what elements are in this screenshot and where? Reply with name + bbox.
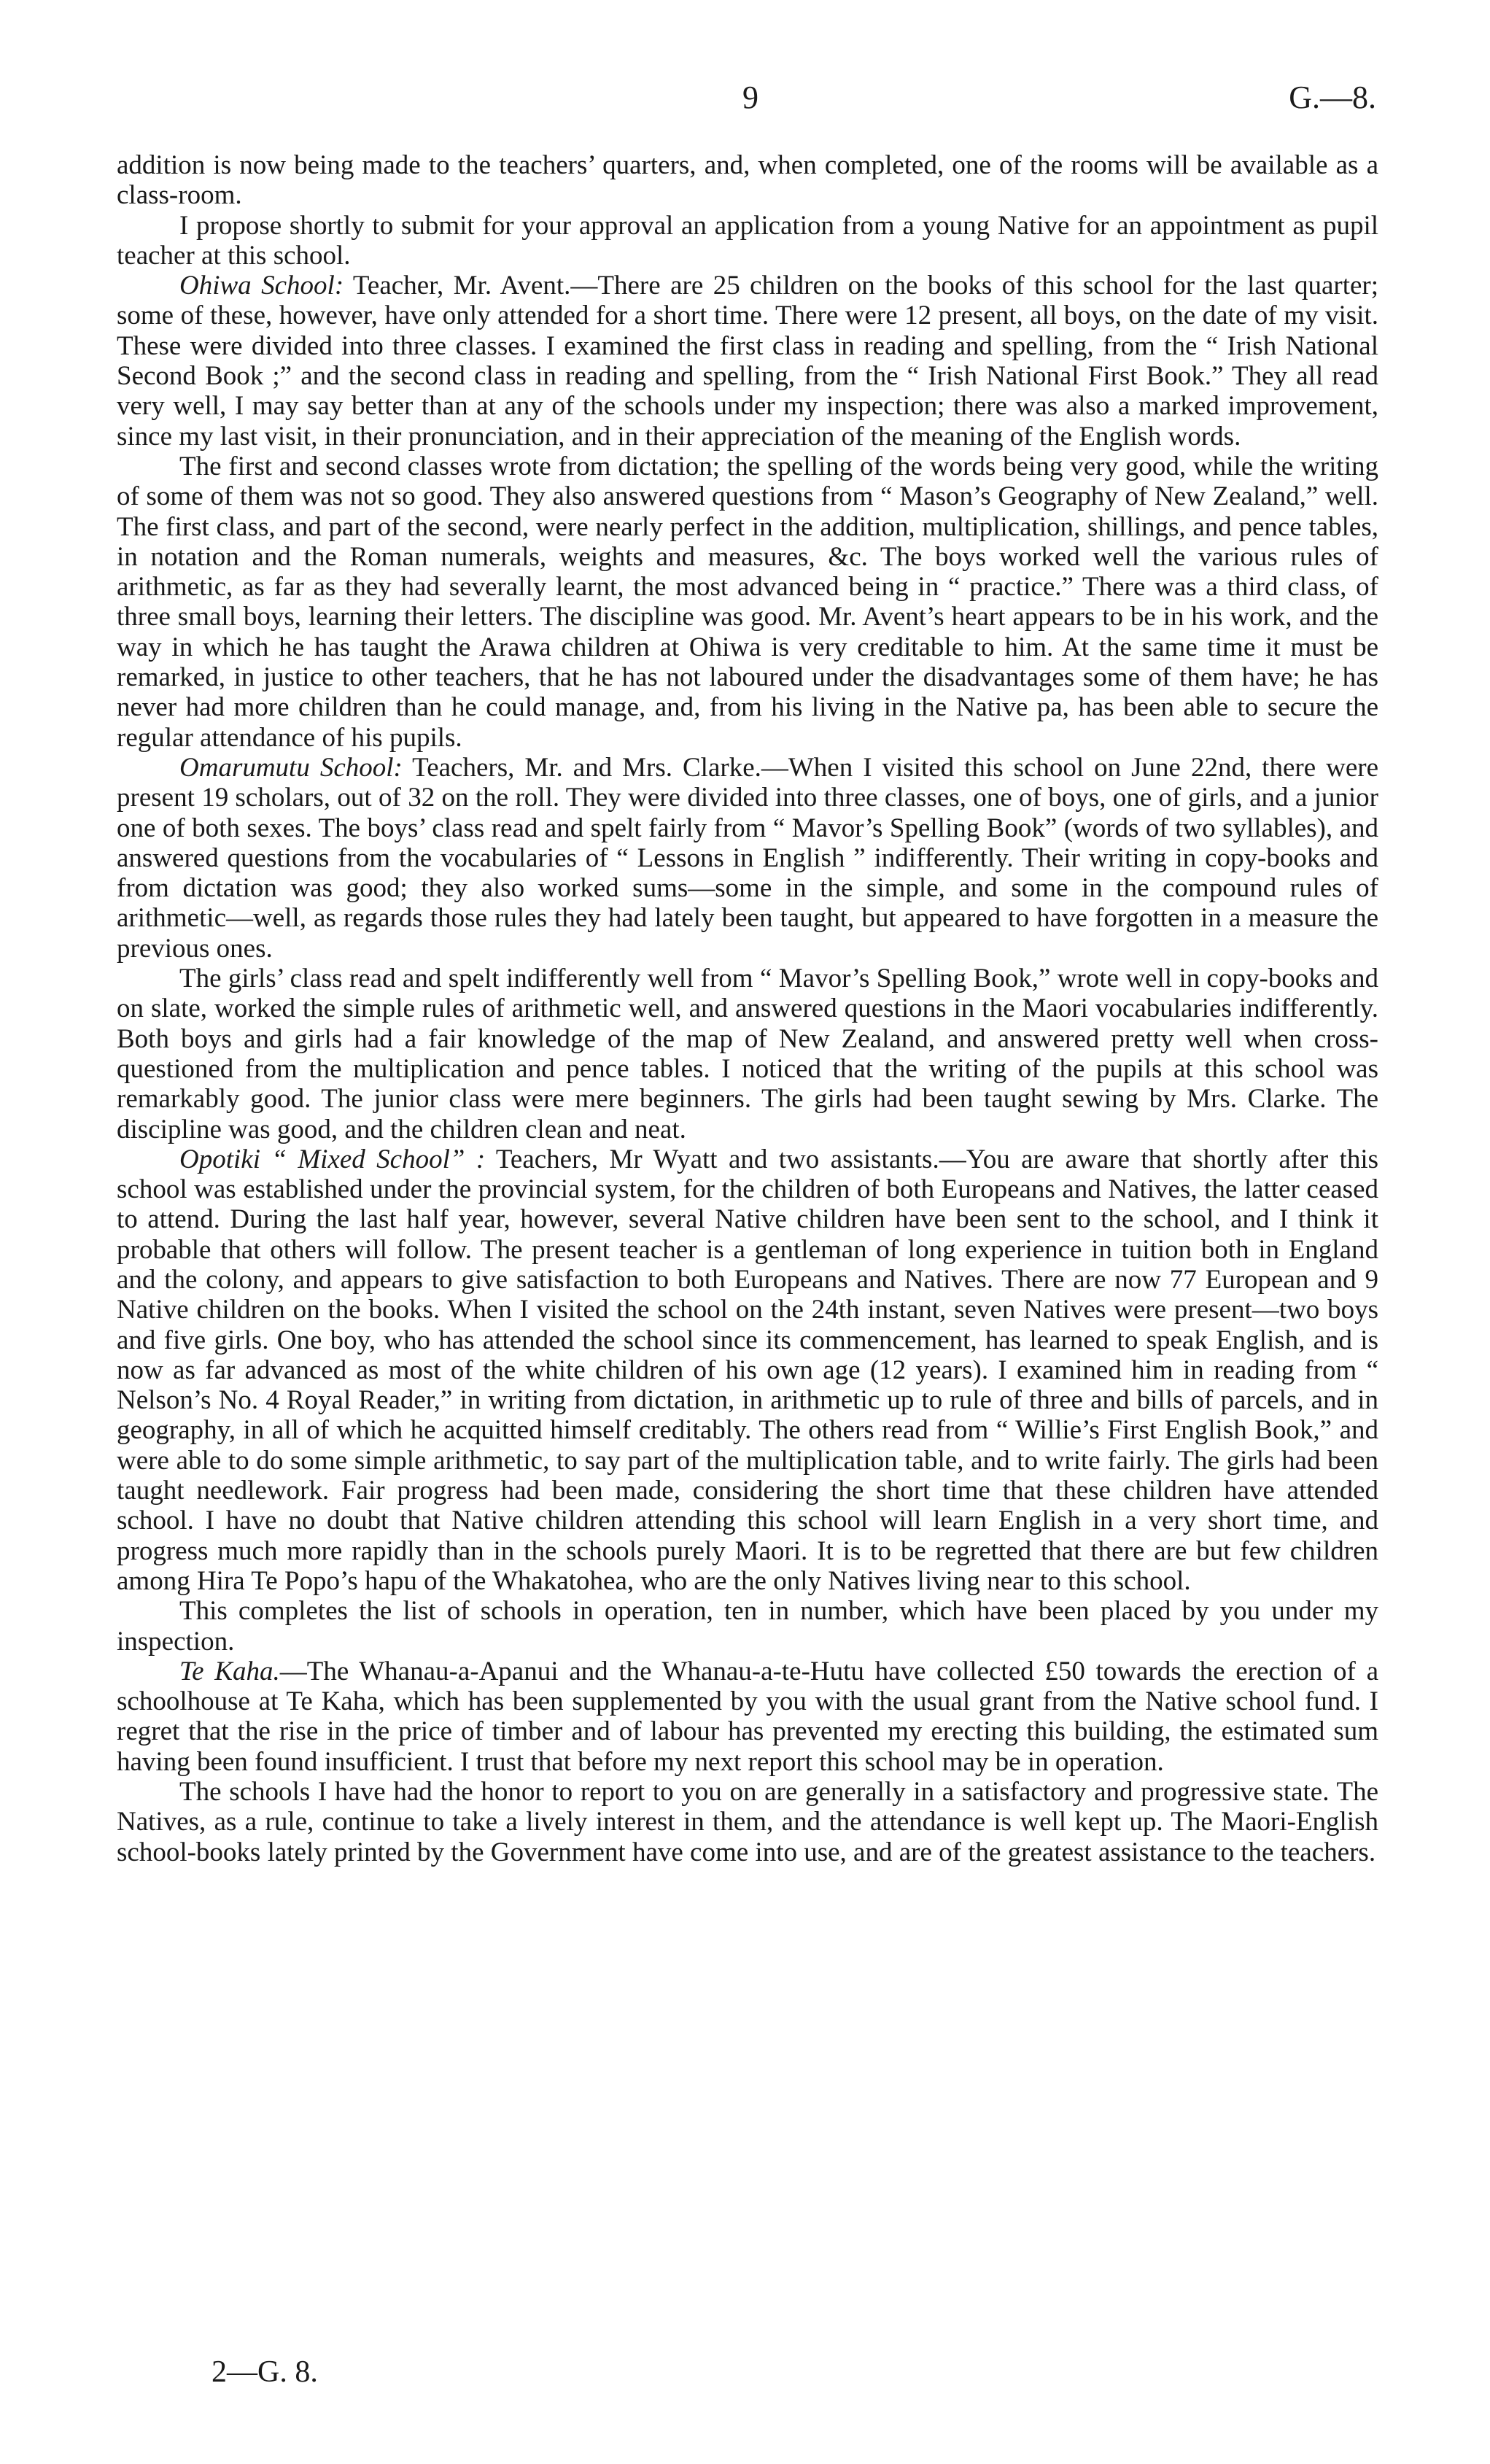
paragraph-text: I propose shortly to submit for your approval an application from a young Native for an appointment as pupil teacher at this school. (117, 210, 1378, 271)
paragraph-text: Teacher, Mr. Avent.—There are 25 children on the books of this school for the last quarter; some of these, however, have only attended for a short time. There were 12 present, all boys, on the date of my visit. These were divided into three classes. I examined the first class in reading and spelling, from the “ Irish National Second Book ;” and the second class in reading and spelling, from the “ Irish National First Book.” They all read very well, I may say better than at any of the schools under my inspection; there was also a marked improvement, since my last visit, in their pronunciation, and in their appreciation of the meaning of the English words. (117, 271, 1378, 452)
paragraph-text: Teachers, Mr Wyatt and two assistants.—You are aware that shortly after this school was established under the provincial system, for the children of both Europeans and Natives, the latter ceased to attend. During the last half year, however, several Native children have been sent to the school, and I think it probable that others will follow. The present teacher is a gentleman of long experience in tuition both in England and the colony, and appears to give satisfaction to both Europeans and Natives. There are now 77 European and 9 Native children on the books. When I visited the school on the 24th instant, seven Natives were present—two boys and five girls. One boy, who has attended the school since its commencement, has learned to speak English, and is now as far advanced as most of the white children of his own age (12 years). I examined him in reading from “ Nelson’s No. 4 Royal Reader,” in writing from dictation, in arithmetic up to rule of three and bills of parcels, and in geography, in all of which he acquitted himself creditably. The others read from “ Willie’s First English Book,” and were able to do some simple arithmetic, to say part of the multiplication table, and to write fairly. The girls had been taught needlework. Fair progress had been made, considering the short time that these children have attended school. I have no doubt that Native children attending this school will learn English in a very short time, and progress much more rapidly than in the schools purely Maori. It is to be regretted that there are but few children among Hira Te Popo’s hapu of the Whakatohea, who are the only Natives living near to this school. (117, 1144, 1378, 1596)
paragraph-text: Teachers, Mr. and Mrs. Clarke.—When I visited this school on June 22nd, there were present 19 scholars, out of 32 on the roll. They were divided into three classes, one of boys, one of girls, and a junior one of both sexes. The boys’ class read and spelt fairly from “ Mavor’s Spelling Book” (words of two syllables), and answered questions from the vocabularies of “ Lessons in English ” indifferently. Their writing in copy-books and from dictation was good; they also worked sums—some in the simple, and some in the compound rules of arithmetic—well, as regards those rules they had lately been taught, but appeared to have forgotten in a measure the previous ones. (117, 752, 1378, 964)
report-body (117, 150, 1378, 1867)
page-number: 9 (742, 80, 758, 115)
paragraph-text: The schools I have had the honor to report to you on are generally in a satisfactory and progressive state. The Natives, as a rule, continue to take a lively interest in them, and the attendance is well kept up. The Maori-English school-books lately printed by the Government have come into use, and are of the greatest assistance to the teachers. (117, 1777, 1378, 1867)
paragraph-text: This completes the list of schools in operation, ten in number, which have been placed by you under my inspection. (117, 1596, 1378, 1657)
paragraph-text: —The Whanau-a-Apanui and the Whanau-a-te-Hutu have collected £50 towards the erection of a schoolhouse at Te Kaha, which has been supplemented by you with the usual grant from the Native school fund. I regret that the rise in the price of timber and of labour has prevented my erecting this building, the estimated sum having been found insufficient. I trust that before my next report this school may be in operation. (117, 1656, 1378, 1777)
paragraph (117, 1144, 1378, 1596)
page-header (0, 79, 1490, 123)
paragraph-text: addition is now being made to the teachers’ quarters, and, when completed, one of the rooms will be available as a class-room. (117, 150, 1378, 211)
paragraph-lead: Omarumutu School: (179, 752, 403, 783)
paragraph (117, 211, 1378, 271)
paragraph-lead: Te Kaha. (179, 1656, 280, 1686)
paragraph (117, 150, 1378, 211)
document-reference: G.—8. (1289, 80, 1376, 115)
paragraph (117, 1777, 1378, 1867)
paragraph (117, 452, 1378, 753)
paragraph (117, 271, 1378, 452)
paragraph-lead: Ohiwa School: (179, 271, 344, 301)
paragraph-text: The girls’ class read and spelt indifferently well from “ Mavor’s Spelling Book,” wrote well in copy-books and on slate, worked the simple rules of arithmetic well, and answered questions in the Maori vocabularies indifferently. Both boys and girls had a fair knowledge of the map of New Zealand, and answered pretty well when cross-questioned from the multiplication and pence tables. I noticed that the writing of the pupils at this school was remarkably good. The junior class were mere beginners. The girls had been taught sewing by Mrs. Clarke. The discipline was good, and the children clean and neat. (117, 964, 1378, 1144)
paragraph-lead: Opotiki “ Mixed School” : (179, 1144, 486, 1174)
signature-mark: 2—G. 8. (212, 2355, 318, 2389)
paragraph (117, 1596, 1378, 1657)
paragraph (117, 753, 1378, 964)
paragraph-text: The first and second classes wrote from dictation; the spelling of the words being very good, while the writing of some of them was not so good. They also answered questions from “ Mason’s Geography of New Zealand,” well. The first class, and part of the second, were nearly perfect in the addition, multiplication, shillings, and pence tables, in notation and the Roman numerals, weights and measures, &c. The boys worked well the various rules of arithmetic, as far as they had severally learnt, the most advanced being in “ practice.” There was a third class, of three small boys, learning their letters. The discipline was good. Mr. Avent’s heart appears to be in his work, and the way in which he has taught the Arawa children at Ohiwa is very creditable to him. At the same time it must be remarked, in justice to other teachers, that he has not laboured under the disadvantages some of them have; he has never had more children than he could manage, and, from his living in the Native pa, has been able to secure the regular attendance of his pupils. (117, 451, 1378, 753)
paragraph (117, 1657, 1378, 1777)
paragraph (117, 964, 1378, 1144)
